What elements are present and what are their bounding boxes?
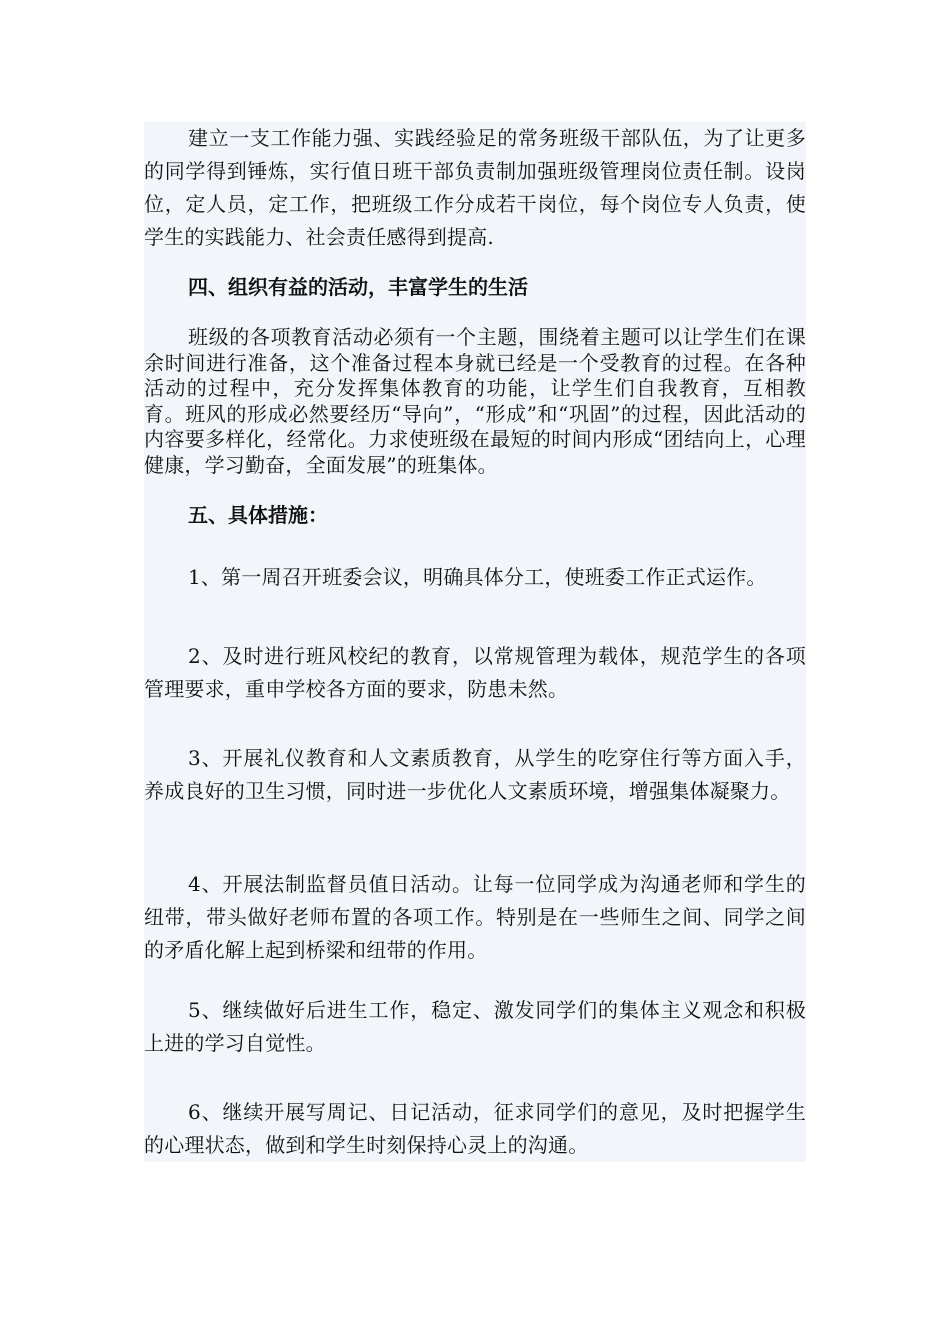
intro-paragraph: 建立一支工作能力强、实践经验足的常务班级干部队伍，为了让更多的同学得到锤炼，实行值日班干部负责制加强班级管理岗位责任制。设岗位，定人员，定工作，把班级工作分成若干岗位，每个岗位专人负责，使学生的实践能力、社会责任感得到提高. [144, 126, 806, 249]
measure-item-4: 4、开展法制监督员值日活动。让每一位同学成为沟通老师和学生的纽带，带头做好老师布置的各项工作。特别是在一些师生之间、同学之间的矛盾化解上起到桥梁和纽带的作用。 [144, 872, 806, 962]
section-4-paragraph: 班级的各项教育活动必须有一个主题，围绕着主题可以让学生们在课余时间进行准备，这个准备过程本身就已经是一个受教育的过程。在各种活动的过程中，充分发挥集体教育的功能，让学生们自我教育，互相教育。班风的形成必然要经历“导向”，“形成”和“巩固”的过程，因此活动的内容要多样化，经常化。力求使班级在最短的时间内形成“团结向上，心理健康，学习勤奋，全面发展”的班集体。 [144, 325, 806, 477]
document-body [144, 122, 806, 1162]
measure-item-3: 3、开展礼仪教育和人文素质教育，从学生的吃穿住行等方面入手，养成良好的卫生习惯，同时进一步优化人文素质环境，增强集体凝聚力。 [144, 746, 806, 803]
section-4-heading: 四、组织有益的活动，丰富学生的生活 [188, 275, 528, 299]
measure-item-5: 5、继续做好后进生工作，稳定、激发同学们的集体主义观念和积极上进的学习自觉性。 [144, 998, 806, 1055]
measure-item-6: 6、继续开展写周记、日记活动，征求同学们的意见，及时把握学生的心理状态，做到和学生时刻保持心灵上的沟通。 [144, 1100, 806, 1157]
measure-item-1: 1、第一周召开班委会议，明确具体分工，使班委工作正式运作。 [188, 565, 767, 589]
measure-item-2: 2、及时进行班风校纪的教育，以常规管理为载体，规范学生的各项管理要求，重申学校各方面的要求，防患未然。 [144, 644, 806, 701]
section-5-heading: 五、具体措施： [188, 503, 328, 527]
